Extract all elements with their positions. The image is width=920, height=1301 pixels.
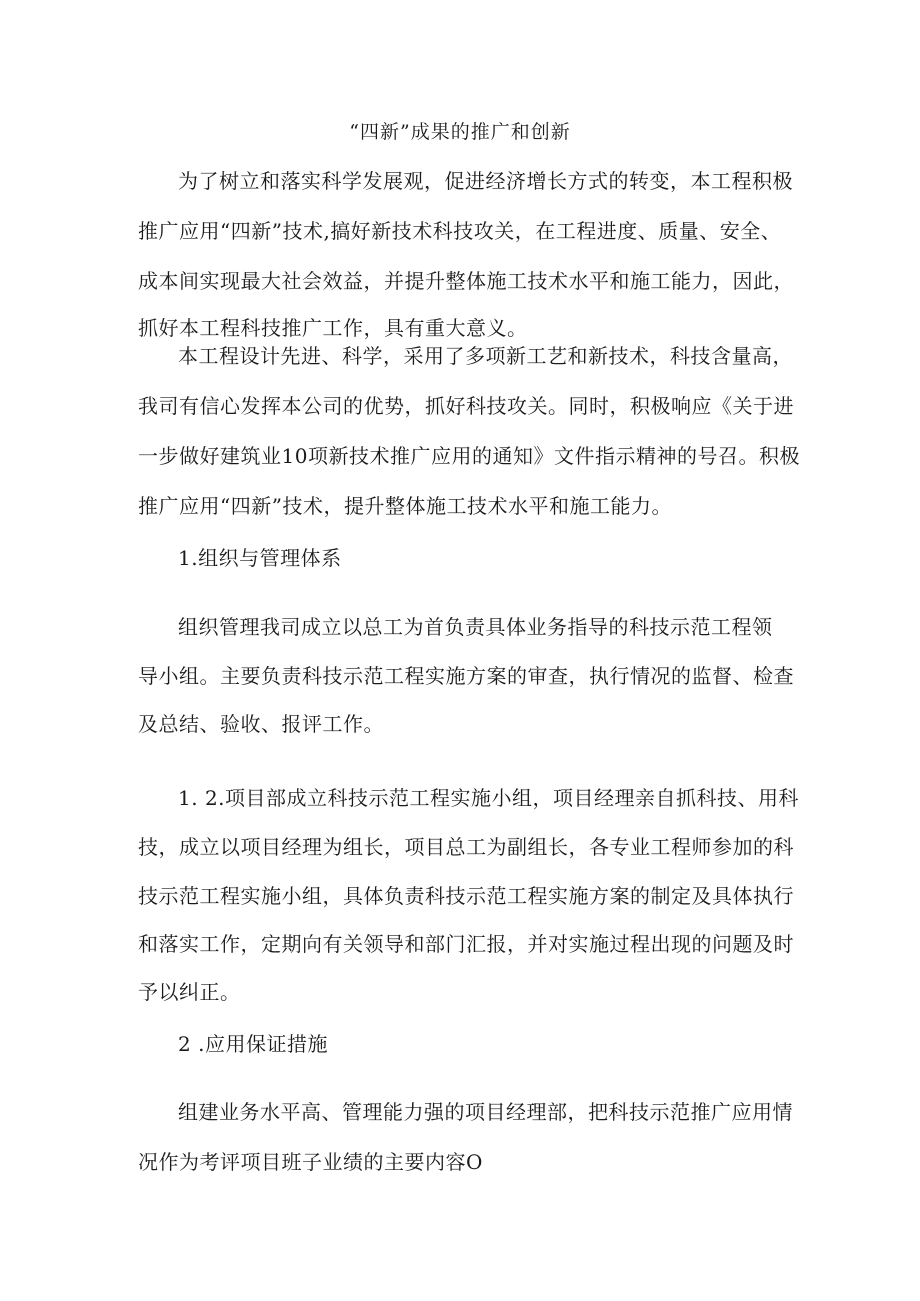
section-heading: 1.组织与管理体系: [178, 546, 342, 570]
section-heading: 2 .应用保证措施: [178, 1032, 328, 1056]
paragraph-line: 予以纠正。: [138, 980, 241, 1004]
document-title: “四新”成果的推广和创新: [349, 121, 571, 143]
paragraph-line: 我司有信心发挥本公司的优势，抓好科技攻关。同时，积极响应《关于进: [138, 394, 794, 418]
paragraph-line: 抓好本工程科技推广工作，具有重大意义。: [138, 316, 528, 340]
paragraph-line: 成本间实现最大社会效益，并提升整体施工技术水平和施工能力，因此，: [138, 269, 794, 293]
paragraph-line: 和落实工作，定期向有关领导和部门汇报，并对实施过程出现的问题及时: [138, 932, 794, 956]
paragraph-line: 导小组。主要负责科技示范工程实施方案的审查，执行情况的监督、检查: [138, 664, 794, 688]
paragraph-line: 为了树立和落实科学发展观，促进经济增长方式的转变，本工程积极: [178, 169, 793, 193]
paragraph-line: 本工程设计先进、科学，采用了多项新工艺和新技术，科技含量高，: [178, 344, 793, 368]
paragraph-line: 组织管理我司成立以总工为首负责具体业务指导的科技示范工程领: [178, 615, 773, 639]
paragraph-line: 推广应用“四新”技术，提升整体施工技术水平和施工能力。: [138, 494, 672, 518]
paragraph-line: 技示范工程实施小组，具体负责科技示范工程实施方案的制定及具体执行: [138, 884, 794, 908]
paragraph-line: 况作为考评项目班子业绩的主要内容O: [138, 1150, 483, 1174]
paragraph-line: 一步做好建筑业10项新技术推广应用的通知》文件指示精神的号召。积极: [138, 444, 800, 468]
paragraph-line: 组建业务水平高、管理能力强的项目经理部，把科技示范推广应用情: [178, 1100, 793, 1124]
paragraph-line: 1. 2.项目部成立科技示范工程实施小组，项目经理亲自抓科技、用科: [178, 786, 800, 810]
paragraph-line: 推广应用“四新”技术,搞好新技术科技攻关，在工程进度、质量、安全、: [138, 219, 782, 243]
paragraph-line: 技，成立以项目经理为组长，项目总工为副组长，各专业工程师参加的科: [138, 835, 794, 859]
paragraph-line: 及总结、验收、报评工作。: [138, 712, 384, 736]
